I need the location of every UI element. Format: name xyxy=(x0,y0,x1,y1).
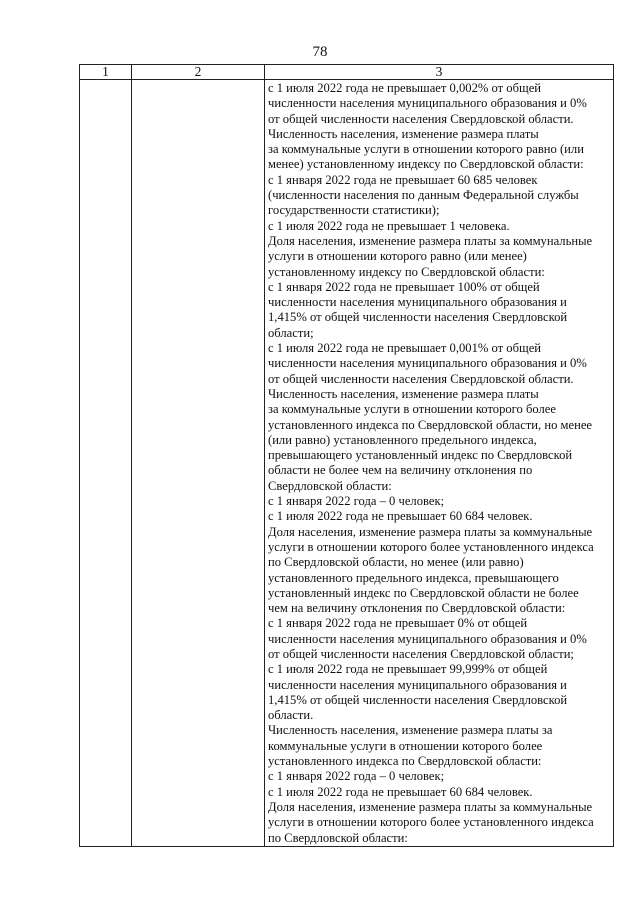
text-line: области. xyxy=(268,708,314,723)
text-line: услуги в отношении которого более установленного индекса xyxy=(268,815,594,830)
text-line: (численности населения по данным Федеральной службы xyxy=(268,188,579,203)
text-line: превышающего установленный индекс по Свердловской xyxy=(268,448,573,463)
text-line: за коммунальные услуги в отношении которого равно (или xyxy=(268,142,584,157)
text-line: с 1 января 2022 года – 0 человек; xyxy=(268,769,445,784)
text-line: с 1 июля 2022 года не превышает 0,001% от общей xyxy=(268,341,542,356)
text-line: с 1 июля 2022 года не превышает 0,002% от общей xyxy=(268,81,542,95)
table-header-row xyxy=(80,65,614,80)
text-line: установленного индекса по Свердловской области, но менее xyxy=(268,417,593,432)
text-line: Доля населения, изменение размера платы за коммунальные xyxy=(268,524,593,539)
text-line: чем на величину отклонения по Свердловской области: xyxy=(268,601,566,616)
text-line: установленный индекс по Свердловской области не более xyxy=(268,585,579,600)
text-line: от общей численности населения Свердловской области; xyxy=(268,646,574,661)
text-line: Доля населения, изменение размера платы за коммунальные xyxy=(268,799,593,814)
cell-column-2 xyxy=(132,80,265,847)
text-line: установленного индекса по Свердловской области: xyxy=(268,754,542,769)
text-line: с 1 июля 2022 года не превышает 60 684 человек. xyxy=(268,509,533,524)
text-line: 1,415% от общей численности населения Свердловской xyxy=(268,692,568,707)
cell-text-block xyxy=(265,80,613,846)
table-row xyxy=(80,80,614,847)
text-line: Численность населения, изменение размера платы xyxy=(268,126,539,141)
text-line: Численность населения, изменение размера платы xyxy=(268,386,539,401)
text-line: численности населения муниципального образования и xyxy=(268,295,567,310)
text-line: с 1 января 2022 года не превышает 0% от общей xyxy=(268,616,528,631)
document-table xyxy=(79,64,614,847)
text-line: от общей численности населения Свердловской области. xyxy=(268,371,574,386)
text-line: услуги в отношении которого более установленного индекса xyxy=(268,539,594,554)
column-header-3: 3 xyxy=(265,65,614,80)
text-line: коммунальные услуги в отношении которого более xyxy=(268,738,543,753)
text-line: услуги в отношении которого равно (или менее) xyxy=(268,249,527,264)
text-line: 1,415% от общей численности населения Свердловской xyxy=(268,310,568,325)
text-line: Свердловской области: xyxy=(268,478,392,493)
text-line: численности населения муниципального образования и 0% xyxy=(268,631,587,646)
text-line: по Свердловской области, но менее (или равно) xyxy=(268,555,524,570)
text-line: за коммунальные услуги в отношении которого более xyxy=(268,402,556,417)
text-line: с 1 января 2022 года не превышает 60 685 человек xyxy=(268,172,538,187)
text-line: Численность населения, изменение размера платы за xyxy=(268,723,553,738)
text-line: установленному индексу по Свердловской области: xyxy=(268,264,545,279)
text-line: области; xyxy=(268,325,314,340)
text-line: Доля населения, изменение размера платы за коммунальные xyxy=(268,233,593,248)
cell-column-1 xyxy=(80,80,132,847)
column-header-1: 1 xyxy=(80,65,132,80)
text-line: от общей численности населения Свердловской области. xyxy=(268,111,574,126)
text-line: установленного предельного индекса, превышающего xyxy=(268,570,559,585)
text-line: по Свердловской области: xyxy=(268,830,408,845)
cell-column-3 xyxy=(265,80,614,847)
text-line: численности населения муниципального образования и 0% xyxy=(268,356,587,371)
text-line: (или равно) установленного предельного индекса, xyxy=(268,432,537,447)
text-line: численности населения муниципального образования и xyxy=(268,677,567,692)
column-header-2: 2 xyxy=(132,65,265,80)
text-line: менее) установленному индексу по Свердловской области: xyxy=(268,157,584,172)
text-line: с 1 января 2022 года не превышает 100% от общей xyxy=(268,279,540,294)
text-line: численности населения муниципального образования и 0% xyxy=(268,96,587,111)
text-line: области не более чем на величину отклонения по xyxy=(268,463,533,478)
text-line: с 1 июля 2022 года не превышает 60 684 человек. xyxy=(268,784,533,799)
text-line: с 1 июля 2022 года не превышает 99,999% от общей xyxy=(268,662,548,677)
text-line: с 1 июля 2022 года не превышает 1 человека. xyxy=(268,218,510,233)
page-number: 78 xyxy=(312,44,328,60)
text-line: с 1 января 2022 года – 0 человек; xyxy=(268,494,445,509)
text-line: государственности статистики); xyxy=(268,203,440,218)
